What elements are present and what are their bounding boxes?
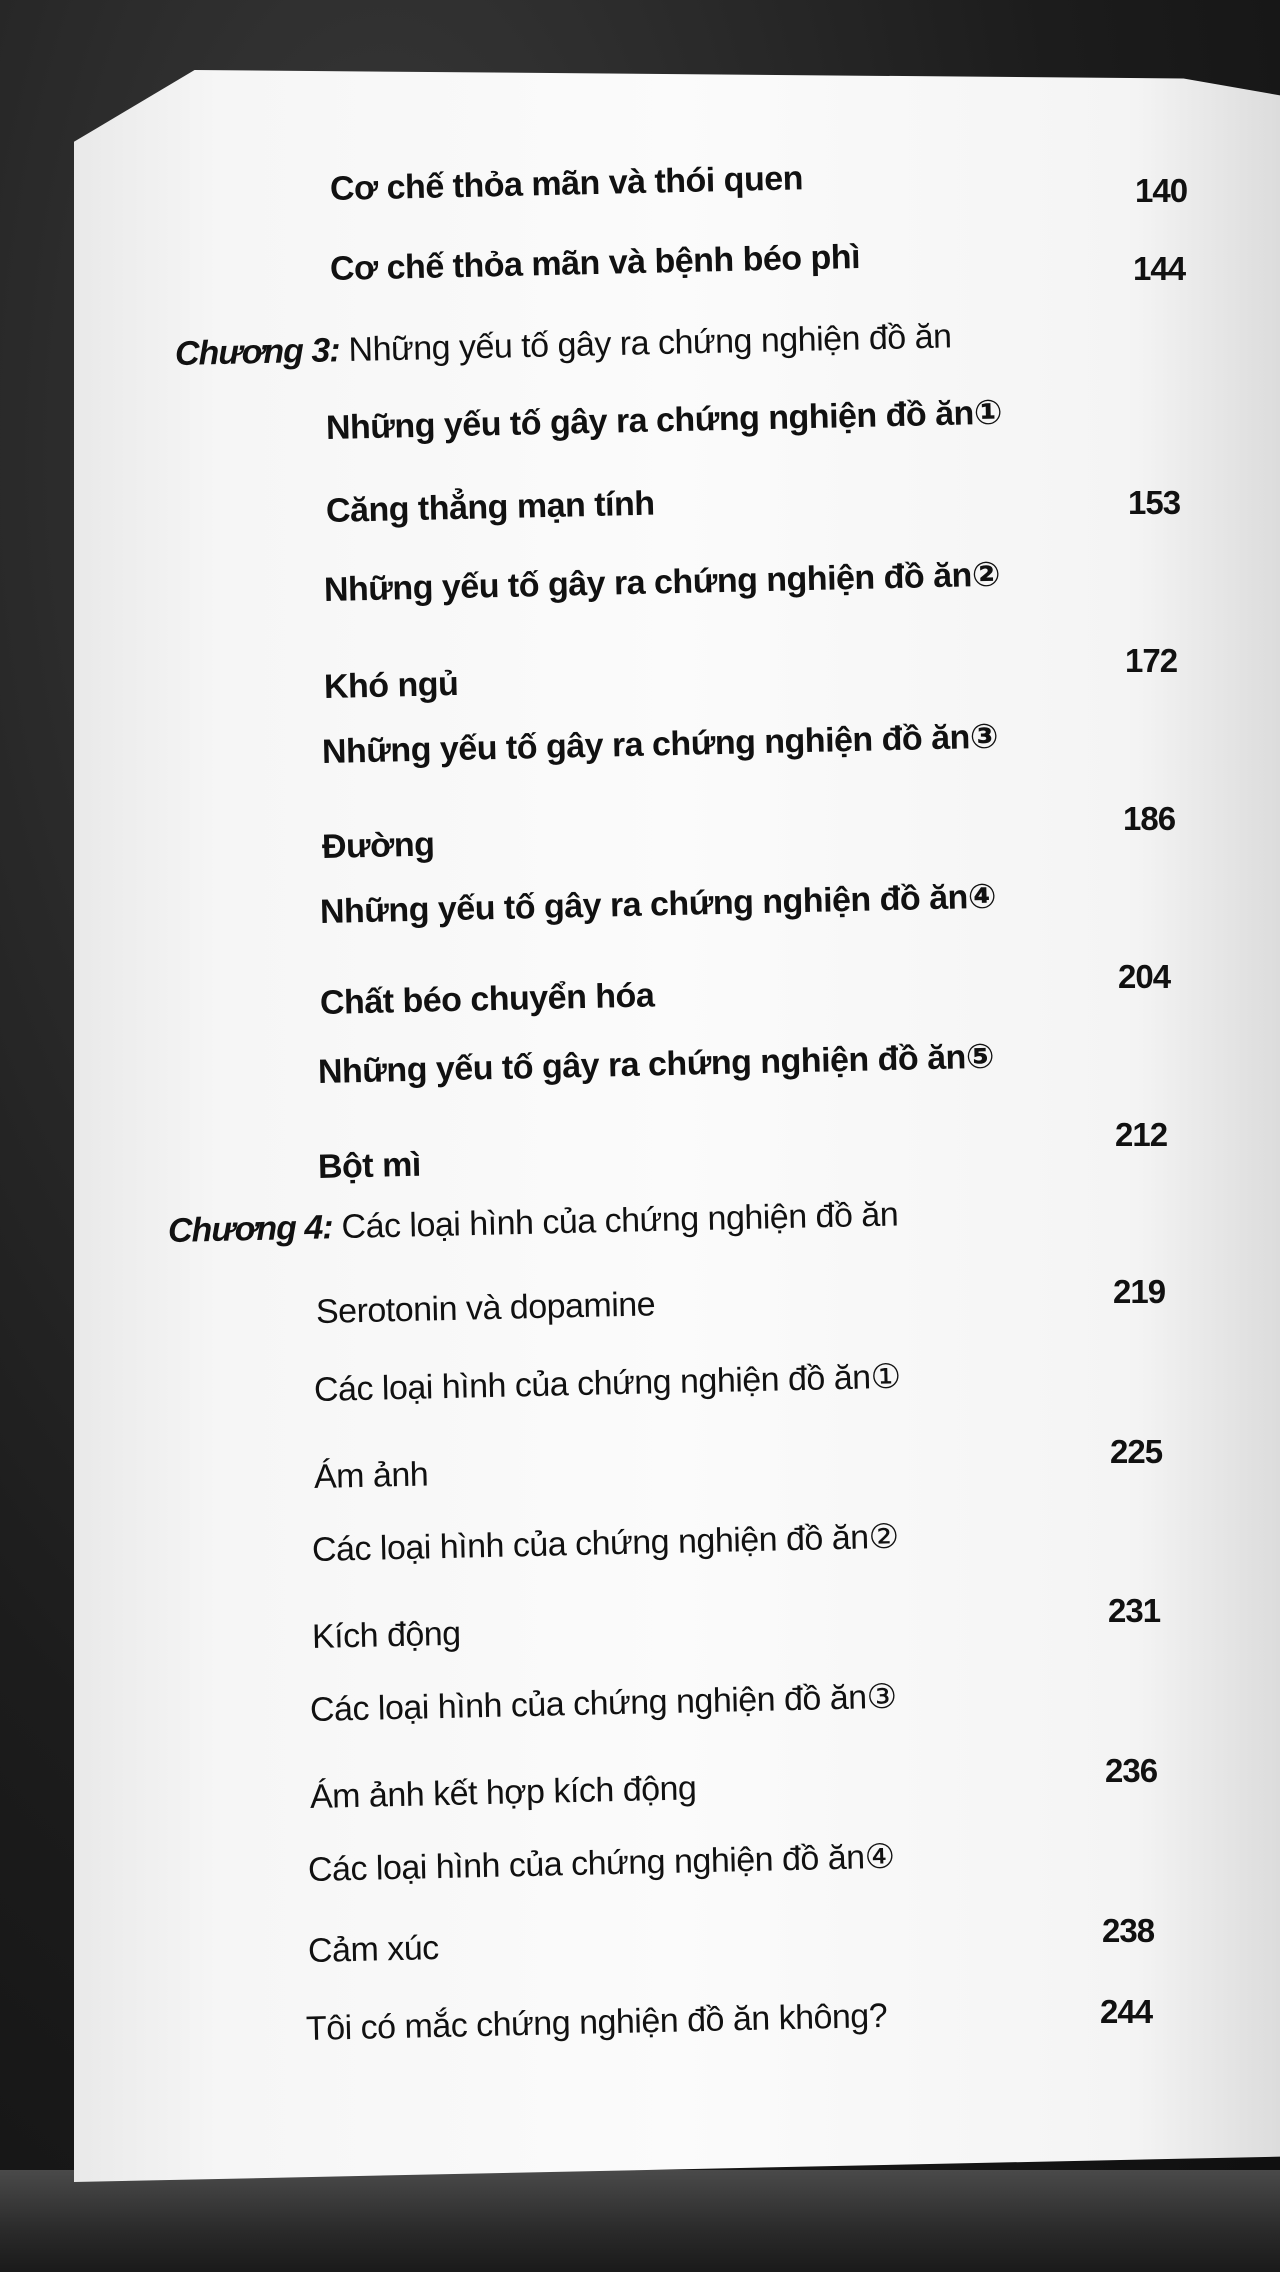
toc-entry: Kích động: [311, 1614, 462, 1656]
toc-entry: Bột mì: [317, 1145, 422, 1186]
toc-page-number: 186: [1123, 800, 1176, 837]
toc-page-number: 225: [1110, 1433, 1163, 1470]
toc-entry: Ám ảnh: [313, 1455, 429, 1496]
toc-entry: Khó ngủ: [323, 664, 459, 706]
chapter-label: Chương 4:: [167, 1208, 334, 1250]
page-bottom-shadow: [0, 2170, 1280, 2272]
toc-page-number: 231: [1108, 1592, 1161, 1629]
toc-entry: Chất béo chuyển hóa: [319, 976, 655, 1022]
toc-page-number: 238: [1102, 1912, 1155, 1949]
chapter-label: Chương 3:: [174, 331, 341, 373]
chapter-title: Những yếu tố gây ra chứng nghiện đồ ăn: [339, 317, 952, 370]
toc-page-number: 204: [1118, 958, 1171, 995]
toc-page-number: 212: [1115, 1116, 1168, 1153]
toc-entry: Những yếu tố gây ra chứng nghiện đồ ăn②: [323, 555, 1001, 609]
toc-entry: Serotonin và dopamine: [315, 1285, 656, 1331]
chapter-title: Các loại hình của chứng nghiện đồ ăn: [332, 1195, 899, 1247]
toc-entry: Cơ chế thỏa mãn và thói quen: [329, 159, 804, 208]
toc-entry: Các loại hình của chứng nghiện đồ ăn③: [309, 1677, 897, 1729]
toc-page-number: 219: [1113, 1273, 1166, 1310]
toc-entry: Những yếu tố gây ra chứng nghiện đồ ăn⑤: [317, 1037, 995, 1091]
toc-entry: Tôi có mắc chứng nghiện đồ ăn không?: [305, 1996, 888, 2048]
toc-entry: Ám ảnh kết hợp kích động: [309, 1769, 697, 1816]
toc-page-number: 172: [1125, 642, 1178, 679]
toc-entry: Các loại hình của chứng nghiện đồ ăn④: [307, 1837, 895, 1889]
toc-entry: Các loại hình của chứng nghiện đồ ăn②: [311, 1517, 899, 1569]
toc-entry: Đường: [321, 825, 435, 866]
toc-entry: Cơ chế thỏa mãn và bệnh béo phì: [329, 237, 861, 288]
toc-page-number: 153: [1128, 484, 1181, 521]
toc-entry: Các loại hình của chứng nghiện đồ ăn①: [313, 1357, 901, 1409]
toc-entry: Những yếu tố gây ra chứng nghiện đồ ăn①: [325, 393, 1003, 447]
toc-entry: Những yếu tố gây ra chứng nghiện đồ ăn④: [319, 877, 997, 931]
toc-page-number: 244: [1100, 1993, 1153, 2030]
toc-page-number: 236: [1105, 1752, 1158, 1789]
toc-entry: Cảm xúc: [307, 1929, 440, 1970]
toc-page-number: 144: [1133, 250, 1186, 287]
toc-page-number: 140: [1135, 172, 1188, 209]
toc-entry: Căng thẳng mạn tính: [325, 484, 655, 530]
toc-entry: Những yếu tố gây ra chứng nghiện đồ ăn③: [321, 717, 999, 771]
